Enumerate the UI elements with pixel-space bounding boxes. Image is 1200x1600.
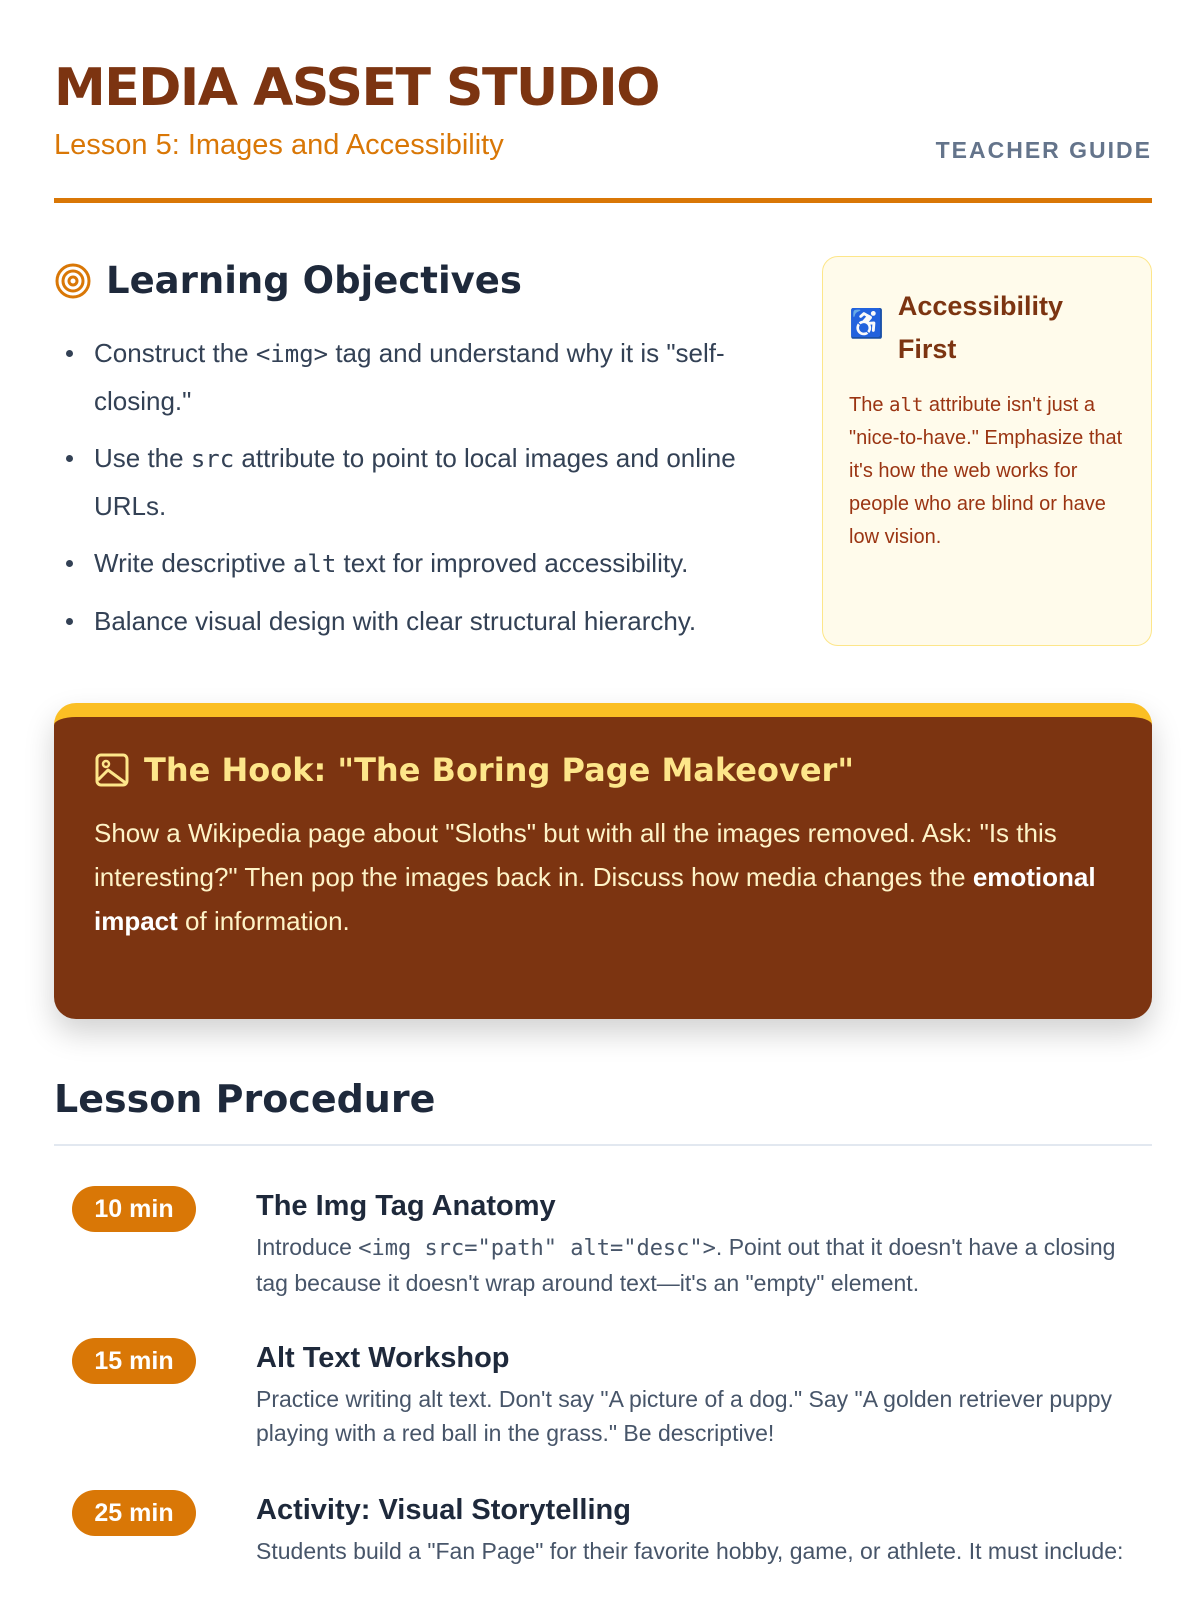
accessibility-callout [822, 256, 1152, 646]
list-item [54, 540, 774, 588]
accessibility-icon: ♿ [849, 308, 884, 339]
objectives-heading [54, 256, 774, 306]
lesson-procedure-section [54, 1074, 1152, 1600]
learning-objectives-section [54, 256, 774, 655]
callout-header [849, 285, 1125, 371]
objective-code: alt [292, 550, 337, 578]
list-item [54, 598, 774, 645]
step-title: The Img Tag Anatomy [256, 1190, 556, 1222]
objective-text: Construct the [94, 338, 256, 368]
callout-text: The [849, 394, 890, 416]
step-body [256, 1382, 1136, 1450]
callout-text: attribute isn't just a "nice-to-have." Emphasize that it's how the web works for people who are blind or have low vision. [849, 394, 1123, 548]
list-item [54, 330, 774, 425]
procedure-step [54, 1146, 1152, 1298]
callout-body [849, 389, 1125, 554]
hook-header [94, 751, 1112, 789]
time-badge: 25 min [72, 1490, 196, 1536]
callout-title: Accessibility First [897, 291, 1063, 364]
step-title: Alt Text Workshop [256, 1342, 510, 1374]
hook-card [54, 703, 1152, 1019]
objective-code: <img> [255, 340, 329, 368]
objectives-list [54, 330, 774, 645]
step-code: <img src="path" alt="desc"> [358, 1236, 716, 1261]
image-icon [94, 752, 130, 788]
guide-label: TEACHER GUIDE [935, 137, 1152, 163]
step-body [256, 1230, 1136, 1300]
objective-text: Balance visual design with clear structural hierarchy. [94, 606, 697, 636]
objective-text: tag and understand why it is "self-closing." [94, 338, 725, 416]
page-header [54, 0, 1152, 203]
list-item [54, 435, 774, 530]
objective-text: text for improved accessibility. [336, 548, 689, 578]
procedure-step [54, 1298, 1152, 1450]
lesson-page [54, 0, 1152, 1564]
objective-text: attribute to point to local images and online URLs. [94, 443, 736, 521]
page-title: MEDIA ASSET STUDIO [54, 58, 659, 118]
procedure-heading: Lesson Procedure [54, 1074, 1152, 1146]
step-text: Introduce [256, 1234, 359, 1260]
time-badge: 15 min [72, 1338, 196, 1384]
objective-text: Write descriptive [94, 548, 293, 578]
callout-code: alt [889, 394, 924, 416]
lesson-subtitle: Lesson 5: Images and Accessibility [54, 129, 504, 161]
hook-title: The Hook: "The Boring Page Makeover" [144, 751, 854, 789]
step-text: . Point out that it doesn't have a closing tag because it doesn't wrap around text—it's an "empty" element. [256, 1234, 1116, 1296]
objective-code: src [190, 445, 235, 473]
procedure-step [54, 1450, 1152, 1600]
step-title: Activity: Visual Storytelling [256, 1494, 631, 1526]
step-text: Students build a "Fan Page" for their favorite hobby, game, or athlete. It must include: [256, 1538, 1124, 1564]
time-badge: 10 min [72, 1186, 196, 1232]
objective-text: Use the [94, 443, 191, 473]
hook-body [94, 811, 1112, 943]
target-icon [54, 262, 92, 300]
objectives-heading-label: Learning Objectives [106, 259, 522, 302]
step-body [256, 1534, 1136, 1568]
hook-text: Show a Wikipedia page about "Sloths" but with all the images removed. Ask: "Is this interesting?" Then pop the images back in. Discuss how media changes the [94, 818, 1057, 892]
hook-text: of information. [177, 906, 350, 936]
step-text: Practice writing alt text. Don't say "A picture of a dog." Say "A golden retriever puppy playing with a red ball in the grass." Be descriptive! [256, 1386, 1113, 1446]
hook-emphasis: emotional impact [94, 862, 1096, 936]
